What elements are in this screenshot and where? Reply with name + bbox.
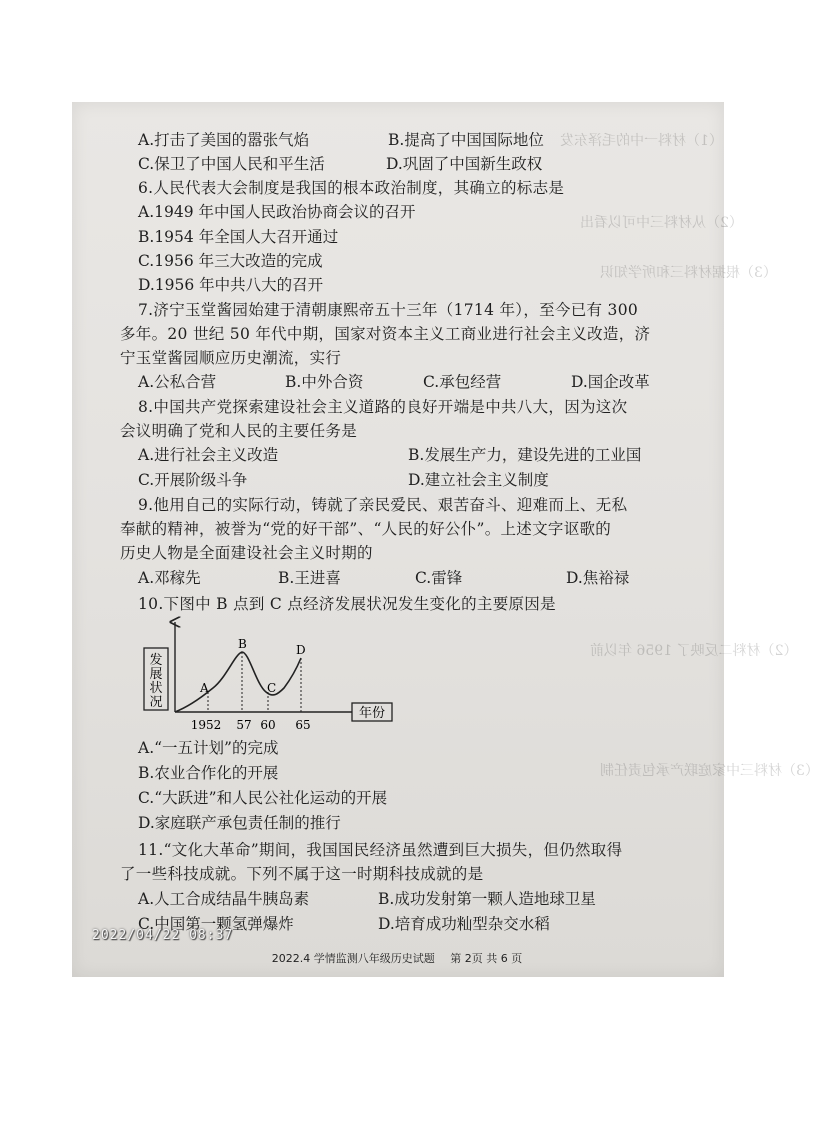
q7-option-c[interactable]: C.承包经营: [423, 373, 502, 391]
tick-label-1952: 1952: [190, 718, 222, 732]
q10-option-b[interactable]: B.农业合作化的开展: [138, 764, 279, 782]
point-label-c: C: [267, 681, 277, 695]
point-label-d: D: [296, 643, 306, 657]
q7-option-d[interactable]: D.国企改革: [571, 373, 650, 391]
q6-option-b[interactable]: B.1954 年全国人大召开通过: [138, 228, 339, 246]
q9-option-d[interactable]: D.焦裕禄: [566, 569, 630, 587]
point-label-a: A: [200, 681, 209, 695]
bleed-through-text: （3）材料三中家庭联产承包责任制: [600, 763, 819, 779]
q7-stem-line-2: 多年。20 世纪 50 年代中期，国家对资本主义工商业进行社会主义改造，济: [120, 325, 651, 343]
q10-stem: 10.下图中 B 点到 C 点经济发展状况发生变化的主要原因是: [138, 595, 556, 613]
q7-stem-line-1: 7.济宁玉堂酱园始建于清朝康熙帝五十三年（1714 年），至今已有 300: [138, 301, 639, 319]
q9-stem-line-2: 奉献的精神，被誉为“党的好干部”、“人民的好公仆”。上述文字讴歌的: [120, 520, 612, 538]
tick-label-57: 57: [236, 718, 252, 732]
q9-option-b[interactable]: B.王进喜: [278, 569, 341, 587]
q6-option-c[interactable]: C.1956 年三大改造的完成: [138, 252, 323, 270]
q5-option-a[interactable]: A.打击了美国的嚣张气焰: [138, 131, 310, 149]
q8-option-b[interactable]: B.发展生产力，建设先进的工业国: [408, 446, 642, 464]
photo-timestamp: 2022/04/22 08:37: [92, 928, 234, 943]
q8-option-a[interactable]: A.进行社会主义改造: [138, 446, 279, 464]
footer-exam-title: 2022.4 学情监测八年级历史试题: [271, 952, 435, 965]
q9-stem-line-1: 9.他用自己的实际行动，铸就了亲民爱民、艰苦奋斗、迎难而上、无私: [138, 496, 628, 514]
q10-option-d[interactable]: D.家庭联产承包责任制的推行: [138, 814, 341, 832]
q8-option-c[interactable]: C.开展阶级斗争: [138, 471, 248, 489]
q10-option-a[interactable]: A.“一五计划”的完成: [138, 739, 279, 757]
q7-option-a[interactable]: A.公私合营: [138, 373, 217, 391]
q5-option-c[interactable]: C.保卫了中国人民和平生活: [138, 155, 325, 173]
q6-option-d[interactable]: D.1956 年中共八大的召开: [138, 276, 324, 294]
q8-stem-line-2: 会议明确了党和人民的主要任务是: [120, 422, 358, 440]
bleed-through-text: （3）根据材料三和所学知识: [600, 265, 777, 281]
development-curve: [175, 652, 301, 712]
q10-option-c[interactable]: C.“大跃进”和人民公社化运动的开展: [138, 789, 388, 807]
bleed-through-text: （1）材料一中的毛泽东发: [560, 133, 723, 149]
q5-option-b[interactable]: B.提高了中国国际地位: [388, 131, 544, 149]
bleed-through-text: （2）从材料三中可以看出: [580, 215, 743, 231]
point-label-b: B: [238, 637, 247, 651]
tick-label-65: 65: [295, 718, 311, 732]
q8-stem-line-1: 8.中国共产党探索建设社会主义道路的良好开端是中共八大，因为这次: [138, 398, 628, 416]
q11-stem-line-1: 11.“文化大革命”期间，我国国民经济虽然遭到巨大损失，但仍然取得: [138, 841, 623, 859]
y-axis-label-4: 况: [149, 695, 163, 710]
y-axis-label-2: 展: [149, 667, 163, 682]
q9-option-a[interactable]: A.邓稼先: [138, 569, 201, 587]
q9-option-c[interactable]: C.雷锋: [415, 569, 463, 587]
q11-option-a[interactable]: A.人工合成结晶牛胰岛素: [138, 890, 310, 908]
q11-option-c[interactable]: C.中国第一颗氢弹爆炸: [138, 915, 294, 933]
q7-option-b[interactable]: B.中外合资: [285, 373, 364, 391]
page-footer: [0, 950, 794, 966]
tick-label-60: 60: [260, 718, 276, 732]
footer-page-number: 第 2页 共 6 页: [450, 952, 523, 965]
q6-stem: 6.人民代表大会制度是我国的根本政治制度，其确立的标志是: [138, 179, 565, 197]
q10-economic-development-chart: [138, 612, 398, 734]
q6-option-a[interactable]: A.1949 年中国人民政治协商会议的召开: [138, 203, 416, 221]
q11-option-d[interactable]: D.培育成功籼型杂交水稻: [378, 915, 550, 933]
q11-option-b[interactable]: B.成功发射第一颗人造地球卫星: [378, 890, 596, 908]
bleed-through-text: （2）材料二反映了 1956 年以前: [590, 643, 798, 659]
q8-option-d[interactable]: D.建立社会主义制度: [408, 471, 549, 489]
y-axis-label-3: 状: [149, 681, 163, 696]
y-axis-label-1: 发: [149, 653, 163, 668]
q7-stem-line-3: 宁玉堂酱园顺应历史潮流，实行: [120, 349, 342, 367]
x-axis-label: 年份: [358, 706, 386, 721]
q9-stem-line-3: 历史人物是全面建设社会主义时期的: [120, 544, 373, 562]
q11-stem-line-2: 了一些科技成就。下列不属于这一时期科技成就的是: [120, 865, 484, 883]
q5-option-d[interactable]: D.巩固了中国新生政权: [386, 155, 543, 173]
